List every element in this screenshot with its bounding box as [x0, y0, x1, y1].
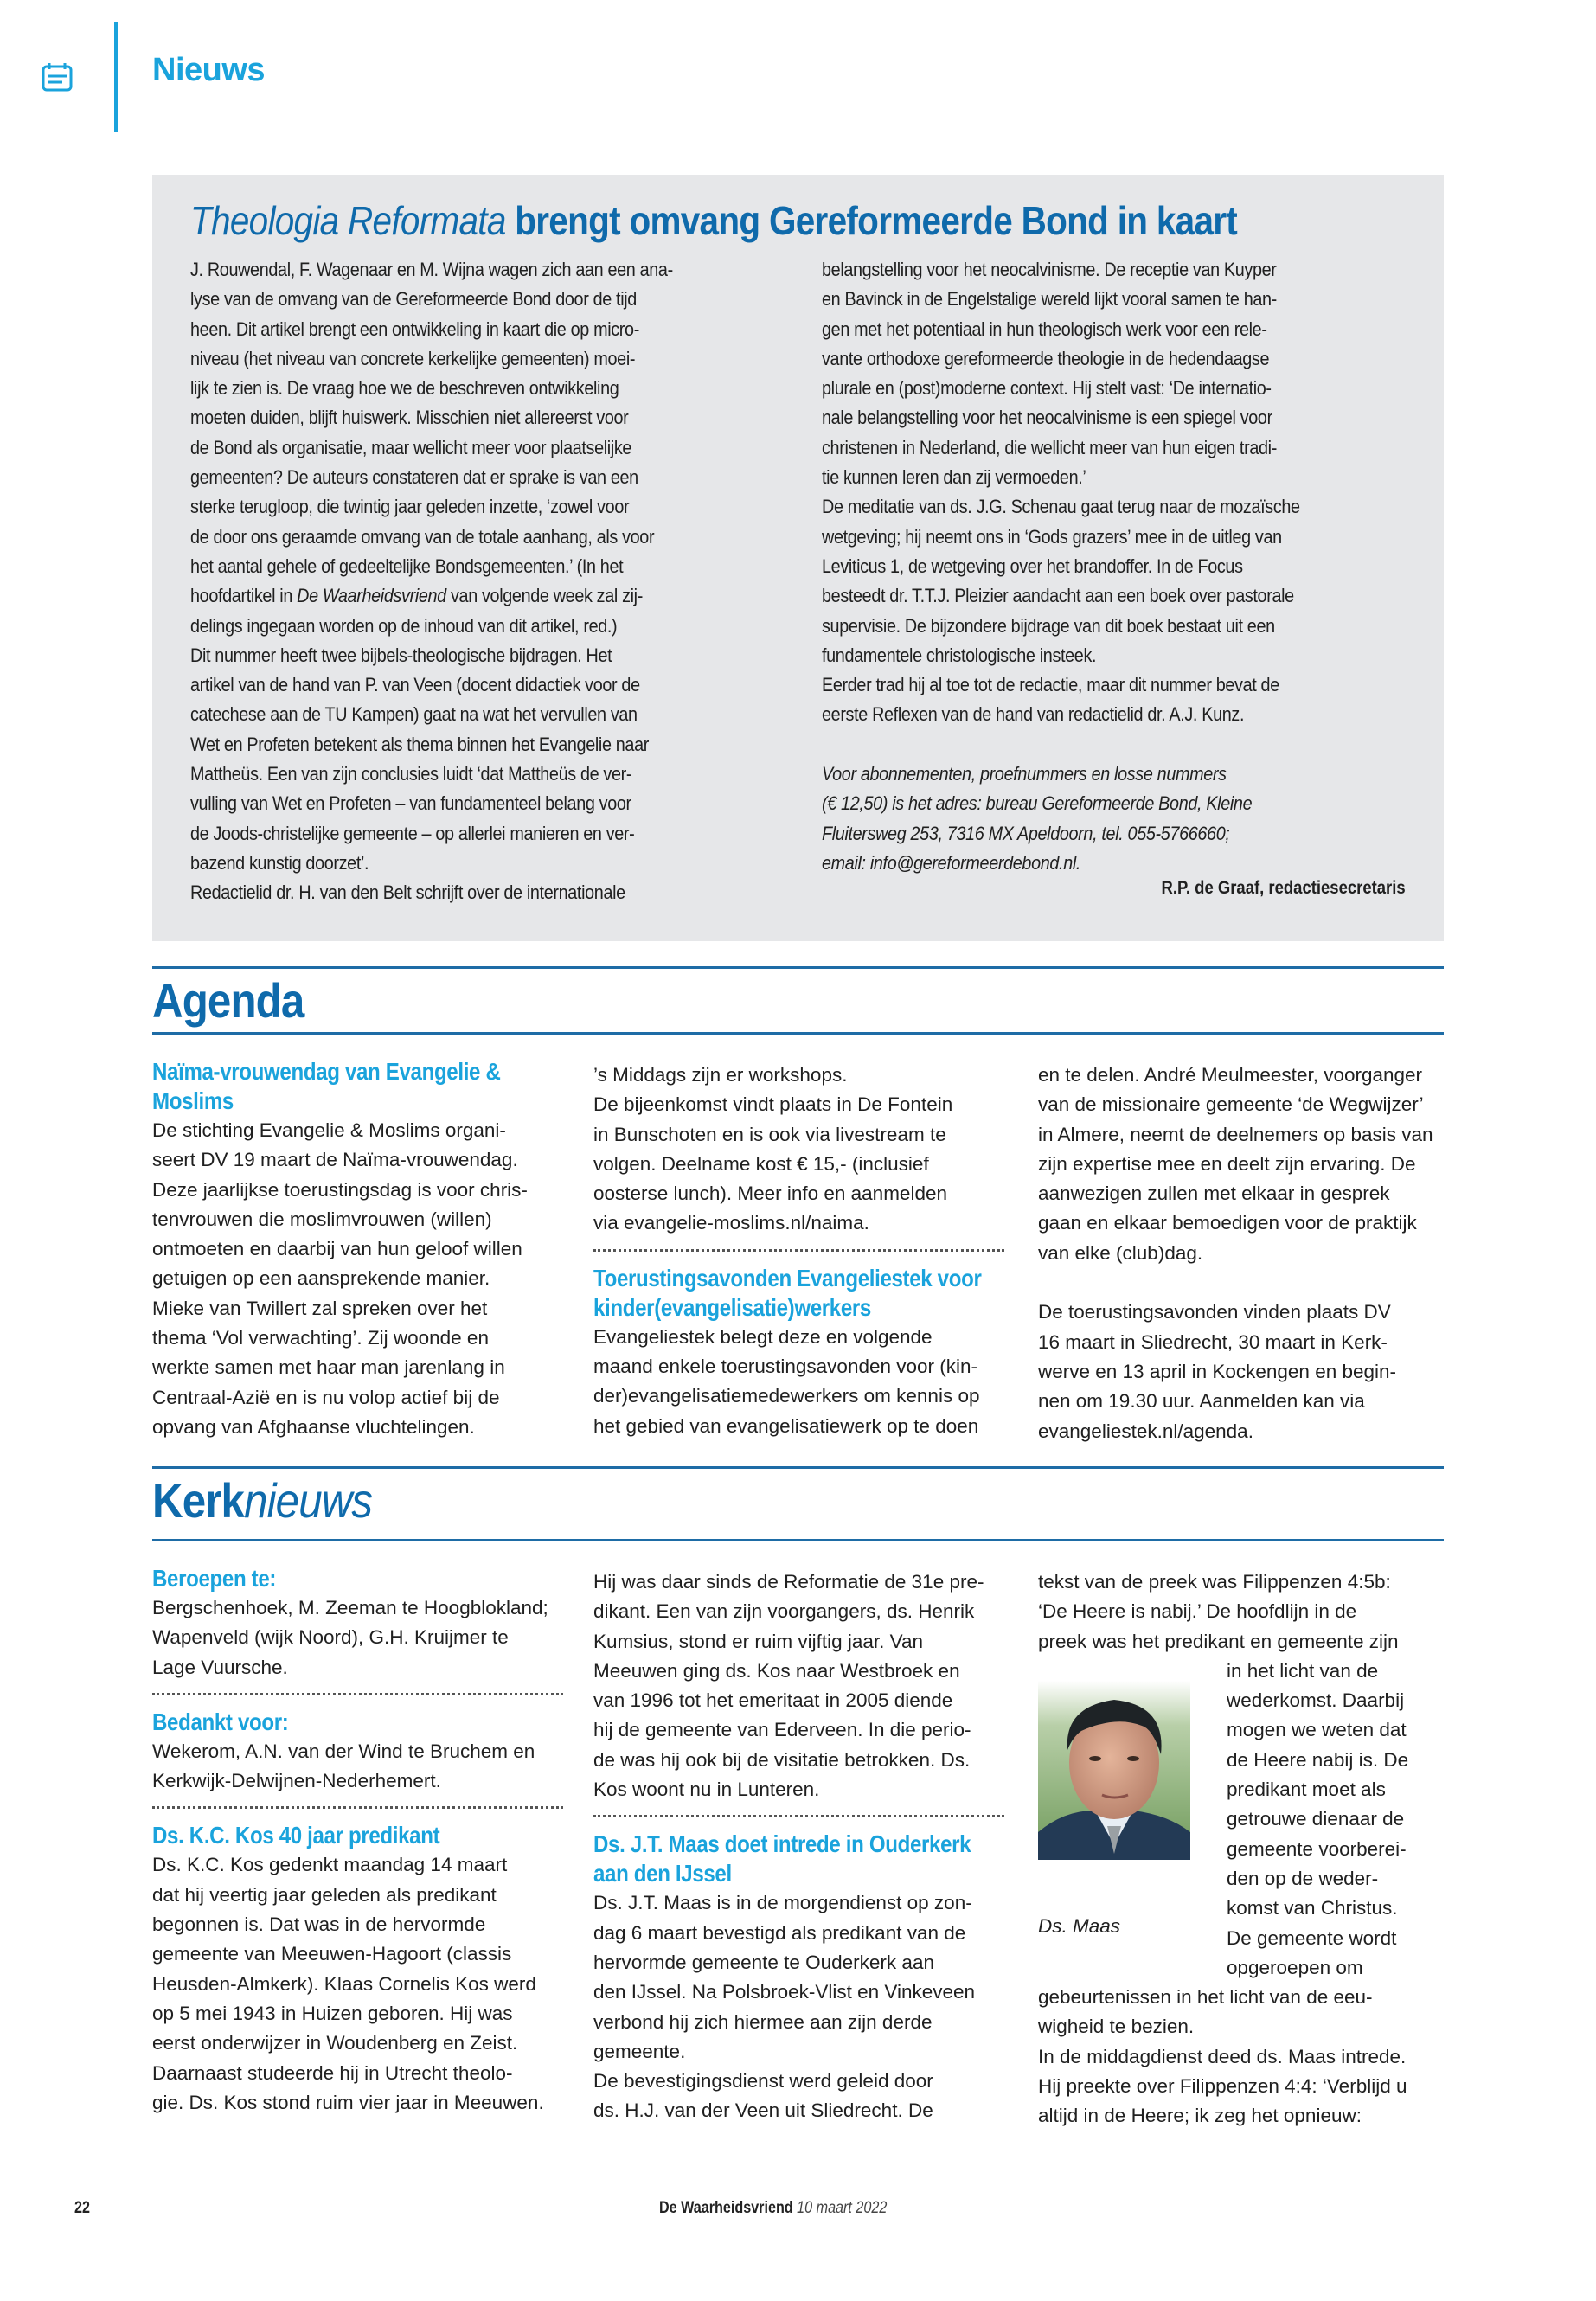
agenda-top-rule: [152, 966, 1444, 969]
text-line: in Bunschoten en is ook via livestream te: [593, 1123, 946, 1145]
agenda-heading-naima-2: Moslims: [152, 1087, 234, 1114]
kerknieuws-title-bold: Kerk: [152, 1473, 245, 1528]
feature-column-left: [190, 255, 673, 908]
text-line: aanwezigen zullen met elkaar in gesprek: [1038, 1183, 1390, 1205]
kerknieuws-column-1: [152, 1564, 559, 2118]
text-line: evangeliestek.nl/agenda.: [1038, 1420, 1253, 1442]
text-line: De meditatie van ds. J.G. Schenau gaat terug naar de mozaïsche: [822, 496, 1300, 518]
text-line: begonnen is. Dat was in de hervormde: [152, 1913, 486, 1936]
text-line: ds. H.J. van der Veen uit Sliedrecht. De: [593, 2099, 933, 2122]
text-line: Mieke van Twillert zal spreken over het: [152, 1297, 488, 1319]
calendar-icon: [42, 62, 73, 92]
text-line: Deze jaarlijkse toerustingsdag is voor chris-: [152, 1178, 528, 1201]
text-line: moeten duiden, blijft huiswerk. Misschien niet allereerst voor: [190, 407, 629, 429]
text-line: eerst onderwijzer in Woudenberg en Zeist.: [152, 2032, 518, 2054]
text-line: van elke (club)dag.: [1038, 1241, 1203, 1264]
agenda-column-3: [1038, 1061, 1445, 1446]
text-line: Hij preekte over Filippenzen 4:4: ‘Verblijd u: [1038, 2075, 1407, 2098]
text-line: Kumsius, stond er ruim vijftig jaar. Van: [593, 1630, 923, 1652]
text-line: van de missionaire gemeente ‘de Wegwijzer’: [1038, 1093, 1424, 1116]
feature-box: [152, 175, 1444, 941]
kerknieuws-title: [152, 1472, 372, 1529]
text-line: ’s Middags zijn er workshops.: [593, 1064, 848, 1086]
text-line: sterke terugloop, die twintig jaar geleden inzette, ‘zowel voor: [190, 496, 630, 518]
text-line: Voor abonnementen, proefnummers en losse nummers: [822, 763, 1227, 785]
paragraph-spacer: [1038, 1268, 1445, 1298]
text-line: Heusden-Almkerk). Klaas Cornelis Kos werd: [152, 1972, 536, 1995]
kos-text: [152, 1850, 559, 2118]
text-line: Redactielid dr. H. van den Belt schrijft over de internationale: [190, 881, 625, 904]
text-line: De gemeente wordt: [1227, 1926, 1397, 1949]
text-line: hervormde gemeente te Ouderkerk aan: [593, 1951, 934, 1973]
text-line: gemeente voorberei-: [1227, 1837, 1407, 1860]
text-line: en te delen. André Meulmeester, voorganger: [1038, 1064, 1423, 1086]
kerknieuws-top-rule: [152, 1466, 1444, 1469]
text-line: delings ingegaan worden op de inhoud van dit artikel, red.): [190, 614, 618, 637]
kos-text-cont: [593, 1567, 1000, 1804]
kerknieuws-title-italic: nieuws: [244, 1473, 373, 1528]
text-line: den op de weder-: [1227, 1867, 1379, 1889]
text-line: Kos woont nu in Lunteren.: [593, 1779, 820, 1801]
text-line: gebeurtenissen in het licht van de eeu-: [1038, 1986, 1373, 2009]
text-line: gemeente van Meeuwen-Hagoort (classis: [152, 1943, 512, 1965]
text-line: tie kunnen leren dan zij vermoeden.’: [822, 466, 1086, 489]
text-line: Dit nummer heeft twee bijbels-theologische bijdragen. Het: [190, 644, 612, 666]
text-line: christenen in Nederland, die wellicht meer van hun eigen tradi-: [822, 436, 1277, 458]
text-line: bazend kunstig doorzet’.: [190, 851, 369, 874]
text-line: werve en 13 april in Kockengen en begin-: [1038, 1360, 1397, 1382]
text-line: gen met het potentiaal in hun theologisch werk voor een rele-: [822, 317, 1267, 340]
agenda-naima-text-cont: [593, 1061, 1000, 1239]
text-line: getuigen op een aansprekende manier.: [152, 1267, 490, 1290]
text-line: Fluitersweg 253, 7316 MX Apeldoorn, tel. 055-5766660;: [822, 822, 1230, 844]
text-line: Eerder trad hij al toe tot de redactie, maar dit nummer bevat de: [822, 674, 1279, 696]
maas-heading-2: aan den IJssel: [593, 1860, 732, 1888]
portrait-photo-ds-maas: [1038, 1681, 1190, 1860]
text-line: in Almere, neemt de deelnemers op basis van: [1038, 1123, 1433, 1145]
agenda-column-1: [152, 1057, 559, 1442]
dotted-divider: [152, 1806, 563, 1809]
text-line: In de middagdienst deed ds. Maas intrede.: [1038, 2045, 1407, 2067]
text-line: tenvrouwen die moslimvrouwen (willen): [152, 1208, 492, 1230]
text-line: fundamentele christologische insteek.: [822, 644, 1097, 666]
text-line: hoofdartikel in De Waarheidsvriend van volgende week zal zij-: [190, 585, 643, 607]
text-line: tekst van de preek was Filippenzen 4:5b:: [1038, 1571, 1391, 1593]
maas-text-cont: [1038, 1567, 1445, 1657]
kerknieuws-bottom-rule: [152, 1539, 1444, 1541]
agenda-heading-evangeliestek-2: kinder(evangelisatie)werkers: [593, 1293, 871, 1321]
page-number: 22: [74, 2199, 90, 2217]
text-line: lyse van de omvang van de Gereformeerde Bond door de tijd: [190, 288, 637, 311]
text-line: gemeenten? De auteurs constateren dat er sprake is van een: [190, 466, 638, 489]
agenda-heading-naima: Naïma-vrouwendag van Evangelie &: [152, 1058, 501, 1085]
agenda-title: Agenda: [152, 973, 304, 1028]
kos-heading: Ds. K.C. Kos 40 jaar predikant: [152, 1822, 440, 1849]
text-line: eerste Reflexen van de hand van redactielid dr. A.J. Kunz.: [822, 703, 1245, 726]
text-line: supervisie. De bijzondere bijdrage van dit boek bestaat uit een: [822, 614, 1275, 637]
text-line: Wet en Profeten betekent als thema binnen het Evangelie naar: [190, 733, 649, 755]
section-title: Nieuws: [152, 52, 266, 88]
text-line: preek was het predikant en gemeente zijn: [1038, 1630, 1399, 1652]
text-line: verbond hij zich hiermee aan zijn derde: [593, 2010, 933, 2033]
text-line: Ds. J.T. Maas is in de morgendienst op zon-: [593, 1892, 972, 1914]
signature: R.P. de Graaf, redactiesecretaris: [1161, 878, 1406, 898]
text-line: werkte samen met haar man jarenlang in: [152, 1356, 505, 1379]
text-line: De stichting Evangelie & Moslims organi-: [152, 1119, 506, 1141]
text-line: ‘De Heere is nabij.’ De hoofdlijn in de: [1038, 1600, 1357, 1623]
text-line: Lage Vuursche.: [152, 1656, 288, 1678]
text-line: de door ons geraamde omvang van de totale aanhang, als voor: [190, 525, 655, 548]
text-line: Bergschenhoek, M. Zeeman te Hoogblokland;: [152, 1597, 548, 1618]
maas-text-end: [1038, 1983, 1445, 2131]
text-line: den IJssel. Na Polsbroek-Vlist en Vinkeveen: [593, 1981, 976, 2003]
text-line: getrouwe dienaar de: [1227, 1808, 1405, 1830]
beroepen-heading: Beroepen te:: [152, 1565, 277, 1592]
text-line: catechese aan de TU Kampen) gaat na wat het vervullen van: [190, 703, 638, 726]
text-line: mogen we weten dat: [1227, 1719, 1407, 1741]
header-divider: [114, 22, 118, 132]
text-line: opvang van Afghaanse vluchtelingen.: [152, 1415, 475, 1438]
feature-column-right: [822, 255, 1300, 878]
text-line: plurale en (post)moderne context. Hij stelt vast: ‘De internatio-: [822, 377, 1272, 400]
text-line: maand enkele toerustingsavonden voor (kin-: [593, 1356, 978, 1378]
text-line: dag 6 maart bevestigd als predikant van de: [593, 1921, 966, 1944]
text-line: en Bavinck in de Engelstalige wereld lijkt vooral samen te han-: [822, 288, 1277, 311]
text-line: artikel van de hand van P. van Veen (docent didactiek voor de: [190, 674, 640, 696]
text-line: gemeente.: [593, 2040, 686, 2062]
text-line: gie. Ds. Kos stond ruim vier jaar in Meeuwen.: [152, 2091, 544, 2113]
text-line: nale belangstelling voor het neocalvinisme is een spiegel voor: [822, 407, 1272, 429]
beroepen-text: [152, 1593, 559, 1682]
text-line: de Joods-christelijke gemeente – op allerlei manieren en ver-: [190, 822, 635, 844]
paragraph-spacer: [822, 730, 1300, 760]
text-line: lijk te zien is. De vraag hoe we de beschreven ontwikkeling: [190, 377, 619, 400]
text-line: Kerkwijk-Delwijnen-Nederhemert.: [152, 1770, 441, 1792]
text-line: (€ 12,50) is het adres: bureau Gereformeerde Bond, Kleine: [822, 792, 1253, 815]
text-line: Wapenveld (wijk Noord), G.H. Kruijmer te: [152, 1626, 509, 1649]
bedankt-heading: Bedankt voor:: [152, 1708, 289, 1735]
text-line: Centraal-Azië en is nu volop actief bij de: [152, 1386, 500, 1408]
text-line: Daarnaast studeerde hij in Utrecht theolo-: [152, 2061, 513, 2084]
text-line: J. Rouwendal, F. Wagenaar en M. Wijna wagen zich aan een ana-: [190, 259, 673, 280]
text-line: thema ‘Vol verwachting’. Zij woonde en: [152, 1327, 489, 1349]
text-line: opgeroepen om: [1227, 1956, 1363, 1978]
text-line: De bijeenkomst vindt plaats in De Fontein: [593, 1093, 953, 1116]
maas-text: [593, 1888, 1000, 2125]
text-line: oosterse lunch). Meer info en aanmelden: [593, 1183, 947, 1205]
text-line: Mattheüs. Een van zijn conclusies luidt ‘dat Mattheüs de ver-: [190, 763, 632, 785]
text-line: de Heere nabij is. De: [1227, 1748, 1409, 1771]
agenda-evangeliestek-text-cont: [1038, 1061, 1445, 1268]
text-line: zijn expertise mee en deelt zijn ervaring. De: [1038, 1152, 1416, 1175]
agenda-heading-evangeliestek: Toerustingsavonden Evangeliestek voor: [593, 1264, 982, 1292]
publication-line: [659, 2199, 887, 2218]
text-line: Hij was daar sinds de Reformatie de 31e pre-: [593, 1571, 984, 1593]
text-line: predikant moet als: [1227, 1779, 1386, 1801]
text-line: op 5 mei 1943 in Huizen geboren. Hij was: [152, 2002, 513, 2024]
agenda-bottom-rule: [152, 1032, 1444, 1035]
text-line: het gebied van evangelisatiewerk op te doen: [593, 1414, 979, 1437]
text-line: gaan en elkaar bemoedigen voor de praktijk: [1038, 1212, 1417, 1234]
text-line: wederkomst. Daarbij: [1227, 1689, 1405, 1712]
text-line: besteedt dr. T.T.J. Pleizier aandacht aan een boek over pastorale: [822, 585, 1294, 607]
text-line: De bevestigingsdienst werd geleid door: [593, 2070, 933, 2093]
text-line: in het licht van de: [1227, 1659, 1379, 1682]
text-line: email: info@gereformeerdebond.nl.: [822, 851, 1081, 874]
text-line: der)evangelisatiemedewerkers om kennis op: [593, 1385, 980, 1407]
text-line: Wekerom, A.N. van der Wind te Bruchem en: [152, 1740, 535, 1762]
agenda-evangeliestek-dates: [1038, 1298, 1445, 1445]
text-line: altijd in de Heere; ik zeg het opnieuw:: [1038, 2105, 1362, 2127]
text-line: via evangelie-moslims.nl/naima.: [593, 1212, 869, 1234]
text-line: Evangeliestek belegt deze en volgende: [593, 1325, 933, 1348]
journal-name: Theologia Reformata: [190, 198, 506, 243]
text-line: nen om 19.30 uur. Aanmelden kan via: [1038, 1390, 1365, 1413]
dotted-divider: [593, 1249, 1004, 1252]
text-line: heen. Dit artikel brengt een ontwikkeling in kaart die op micro-: [190, 317, 639, 340]
photo-caption: Ds. Maas: [1038, 1915, 1121, 1937]
text-line: volgen. Deelname kost € 15,- (inclusief: [593, 1152, 929, 1175]
text-line: niveau (het niveau van concrete kerkelijke gemeenten) moei-: [190, 347, 636, 369]
text-line: van 1996 tot het emeritaat in 2005 diende: [593, 1689, 953, 1712]
text-line: vante orthodoxe gereformeerde theologie in de hedendaagse: [822, 347, 1270, 369]
text-line: De toerustingsavonden vinden plaats DV: [1038, 1301, 1391, 1324]
text-line: seert DV 19 maart de Naïma-vrouwendag.: [152, 1149, 518, 1171]
publication-date: 10 maart 2022: [797, 2199, 888, 2217]
kerknieuws-column-2: [593, 1567, 1000, 2126]
agenda-naima-text: [152, 1116, 559, 1442]
feature-title-rest: brengt omvang Gereformeerde Bond in kaart: [505, 198, 1238, 243]
dotted-divider: [593, 1815, 1004, 1817]
text-line: Meeuwen ging ds. Kos naar Westbroek en: [593, 1659, 960, 1682]
text-line: dikant. Een van zijn voorgangers, ds. Henrik: [593, 1600, 975, 1623]
maas-heading: Ds. J.T. Maas doet intrede in Ouderkerk: [593, 1830, 971, 1858]
text-line: de was hij ook bij de visitatie betrokken. Ds.: [593, 1748, 971, 1771]
text-line: vulling van Wet en Profeten – van fundamenteel belang voor: [190, 792, 631, 815]
text-line: ontmoeten en daarbij van hun geloof willen: [152, 1238, 522, 1260]
text-line: dat hij veertig jaar geleden als predikant: [152, 1883, 497, 1906]
text-line: 16 maart in Sliedrecht, 30 maart in Kerk-: [1038, 1330, 1388, 1353]
publication-name: De Waarheidsvriend: [659, 2199, 793, 2217]
text-line: komst van Christus.: [1227, 1897, 1398, 1920]
text-line: de Bond als organisatie, maar wellicht meer voor plaatselijke: [190, 436, 632, 458]
feature-title: [190, 197, 1237, 244]
agenda-column-2: [593, 1061, 1000, 1441]
text-line: wigheid te bezien.: [1038, 2016, 1195, 2038]
bedankt-text: [152, 1737, 559, 1797]
text-line: belangstelling voor het neocalvinisme. De receptie van Kuyper: [822, 259, 1277, 280]
agenda-evangeliestek-text: [593, 1323, 1000, 1441]
text-line: het aantal gehele of gedeeltelijke Bondsgemeenten.’ (In het: [190, 554, 624, 577]
text-line: Ds. K.C. Kos gedenkt maandag 14 maart: [152, 1854, 508, 1876]
text-line: hij de gemeente van Ederveen. In die perio-: [593, 1719, 971, 1741]
text-line: Leviticus 1, de wetgeving over het brandoffer. In de Focus: [822, 554, 1243, 577]
text-line: wetgeving; hij neemt ons in ‘Gods grazers’ mee in de uitleg van: [822, 525, 1282, 548]
dotted-divider: [152, 1693, 563, 1695]
